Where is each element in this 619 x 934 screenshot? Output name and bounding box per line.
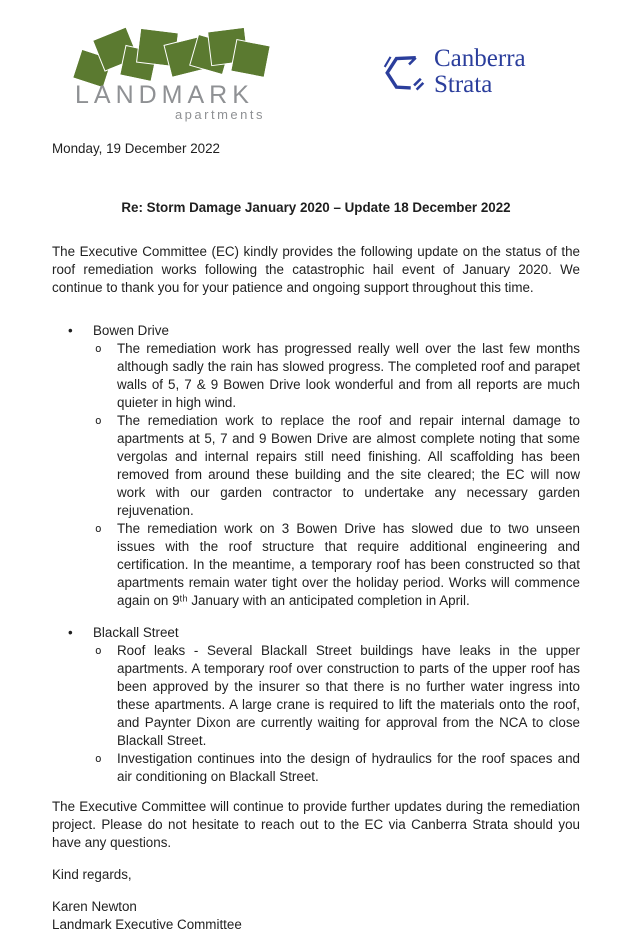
section-heading: • Bowen Drive [93, 323, 169, 338]
letter-body [52, 140, 580, 934]
landmark-apartments-logo [75, 26, 267, 122]
letter-subject: Re: Storm Damage January 2020 – Update 18 December 2022 [121, 200, 511, 215]
hexagon-c-icon [383, 46, 425, 98]
list-item [52, 340, 580, 412]
canberra-strata-line2: Strata [434, 71, 493, 98]
list-item-text: o The remediation work on 3 Bowen Drive has slowed due to two unseen issues with the roof structure that require additional engineering and certification. In the meantime, a temporary roof has been constructed so that apartments remain water tight over the holiday period. Works will commence again on 9ᵗʰ January with an anticipated completion in April. [117, 521, 580, 608]
canberra-strata-logo [383, 46, 526, 98]
list-item-text: o Roof leaks - Several Blackall Street buildings have leaks in the upper apartments. A temporary roof over construction to parts of the upper roof has been approved by the insurer so that there is no further water ingress into these apartments. A large crane is required to lift the materials onto the roof, and Paynter Dixon are currently waiting for approval from the NCA to close Blackall Street. [117, 643, 580, 748]
signature-name: Karen Newton [52, 899, 137, 914]
canberra-strata-line1: Canberra [434, 45, 526, 72]
intro-paragraph: The Executive Committee (EC) kindly provides the following update on the status of the roof remediation works following the catastrophic hail event of January 2020. We continue to thank you for your patience and ongoing support throughout this time. [52, 244, 580, 295]
landmark-squares-icon [75, 26, 267, 88]
list-item [52, 520, 580, 610]
landmark-logo-wordmark: LANDMARK [75, 81, 254, 109]
green-square-icon [231, 40, 269, 77]
letter-date: Monday, 19 December 2022 [52, 141, 220, 156]
letterhead [0, 0, 619, 130]
list-item-heading [52, 624, 580, 642]
closing-paragraph: The Executive Committee will continue to provide further updates during the remediation project. Please do not hesitate to reach out to the EC via Canberra Strata should you have any questions. [52, 799, 580, 850]
list-item [52, 412, 580, 520]
list-item-text: o The remediation work to replace the roof and repair internal damage to apartments at 5, 7 and 9 Bowen Drive are almost complete noting that some vergolas and internal repairs still need finishing. All scaffolding has been removed from around these building and the site cleared; the EC will now work with our garden contractor to undertake any necessary garden rejuvenation. [117, 413, 580, 518]
signature-title: Landmark Executive Committee [52, 917, 242, 932]
list-item-heading [52, 322, 580, 340]
section-heading: • Blackall Street [93, 625, 179, 640]
landmark-logo-subtitle: apartments [174, 107, 265, 122]
list-item [52, 750, 580, 786]
bullet-list [52, 322, 580, 786]
list-item [52, 642, 580, 750]
signoff: Kind regards, [52, 867, 132, 882]
list-item-text: o The remediation work has progressed really well over the last few months although sadly the rain has slowed progress. The completed roof and parapet walls of 5, 7 & 9 Bowen Drive look wonderful and from all reports are much quieter in high wind. [117, 341, 580, 410]
list-item-text: o Investigation continues into the design of hydraulics for the roof spaces and air conditioning on Blackall Street. [117, 751, 580, 784]
canberra-strata-wordmark [434, 46, 526, 98]
